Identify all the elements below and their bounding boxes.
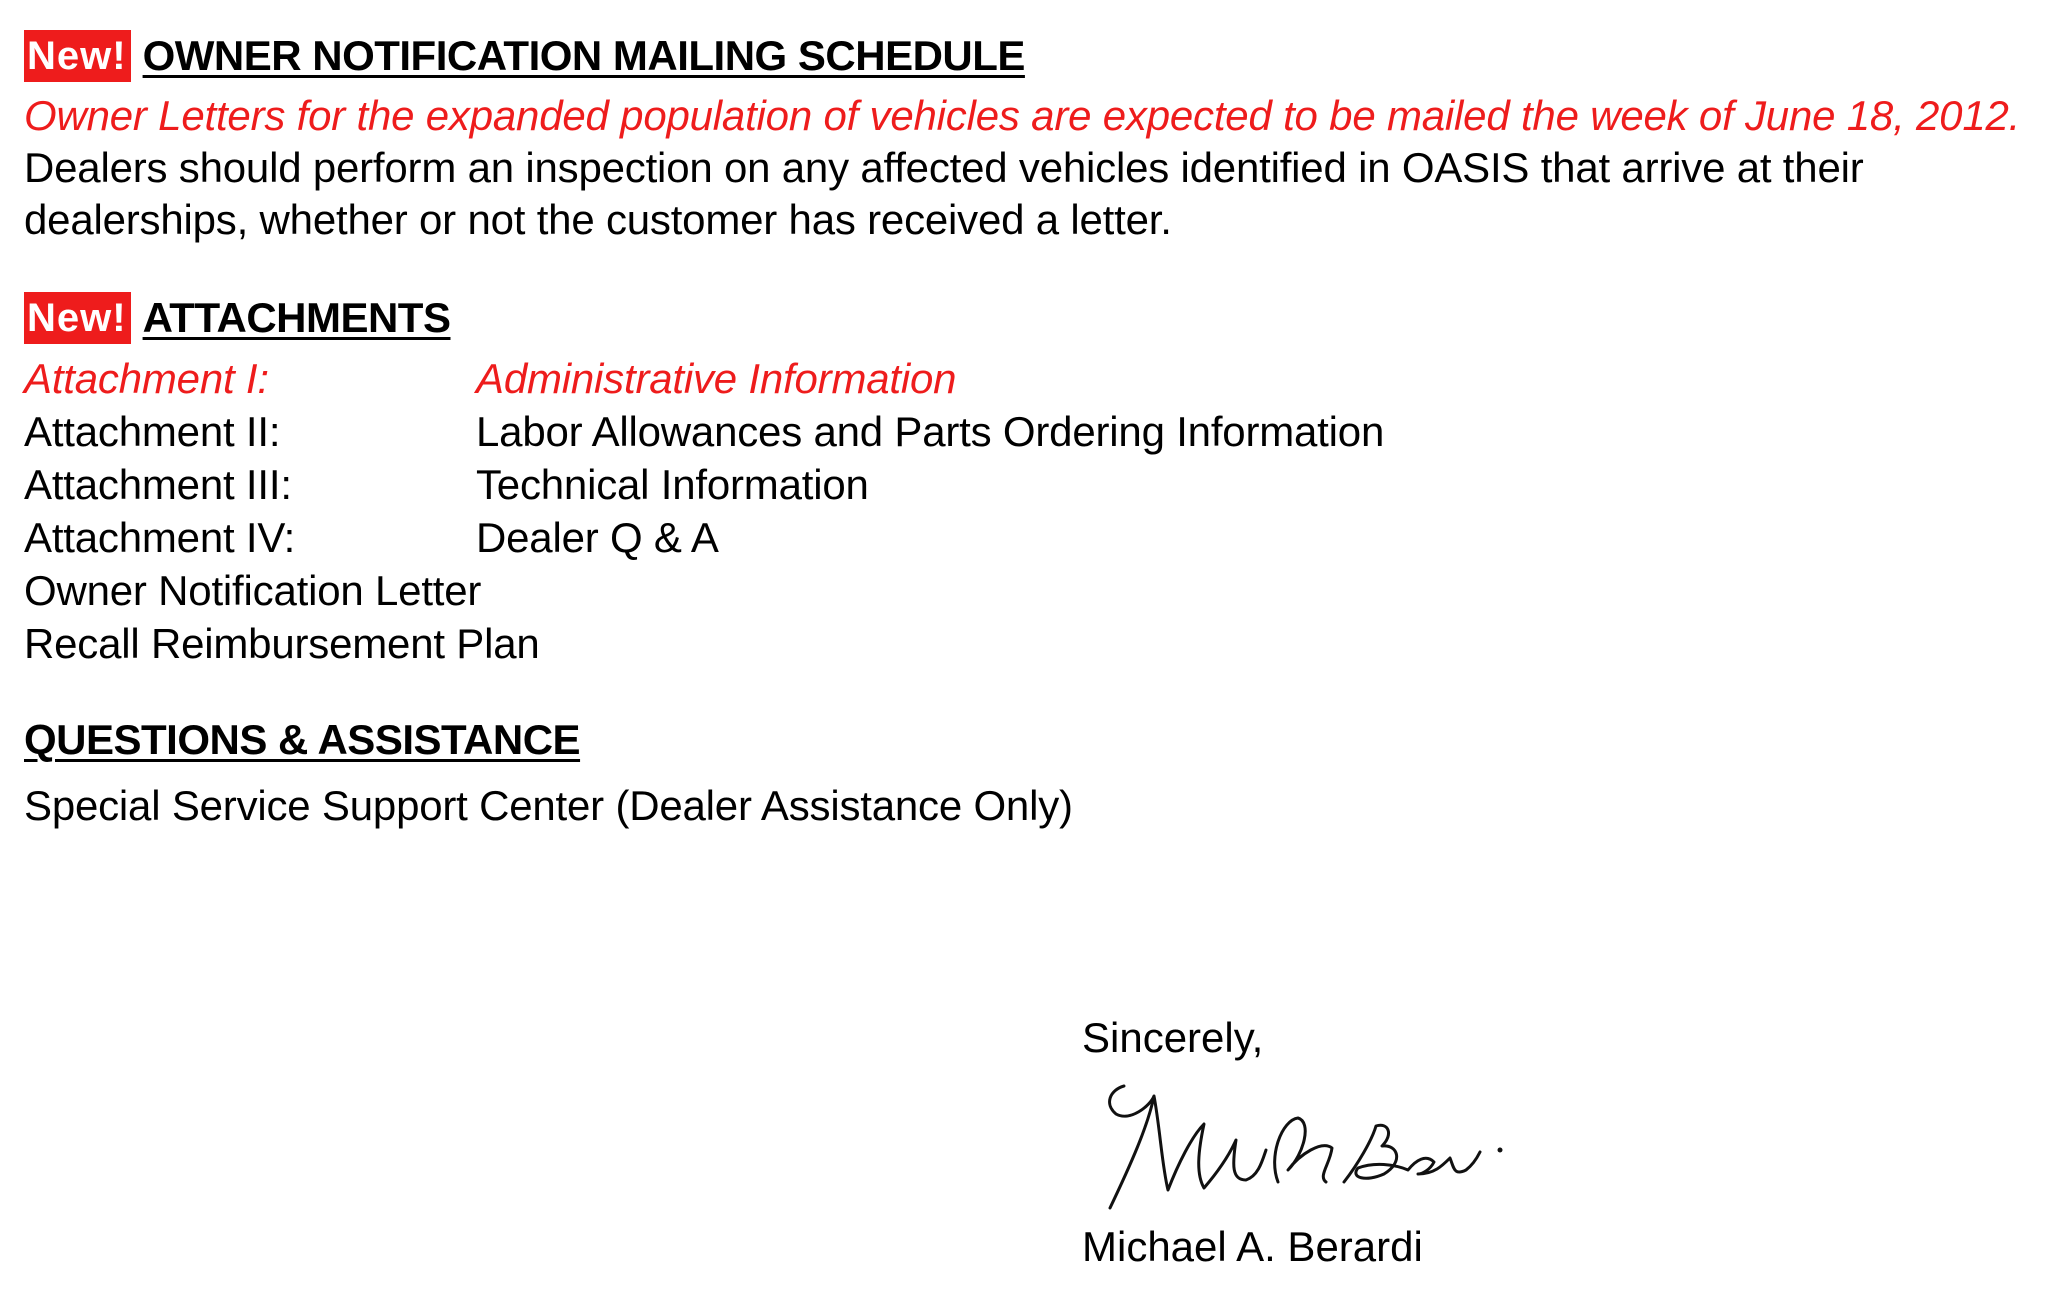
attachment-row <box>24 458 2034 511</box>
attachment-label: Attachment II: <box>24 408 281 455</box>
document-page <box>24 26 2034 834</box>
attachment-title: Technical Information <box>476 461 869 508</box>
mailing-schedule-heading: OWNER NOTIFICATION MAILING SCHEDULE <box>142 32 1025 79</box>
support-center-line: Special Service Support Center (Dealer Assistance Only) <box>24 782 1073 829</box>
new-badge: New! <box>24 292 131 344</box>
attachment-row <box>24 352 2034 405</box>
questions-heading-row <box>24 710 2034 770</box>
attachment-title: Administrative Information <box>476 355 957 402</box>
attachment-label: Attachment IV: <box>24 514 296 561</box>
questions-heading: QUESTIONS & ASSISTANCE <box>24 716 581 763</box>
signer-name: Michael A. Berardi <box>1082 1223 1423 1270</box>
signature-image <box>1082 1070 1522 1220</box>
attachment-title: Dealer Q & A <box>476 514 719 561</box>
mailing-paragraph <box>24 90 2034 246</box>
attachment-extra-item <box>24 564 2034 617</box>
attachments-list <box>24 352 2034 670</box>
attachment-label: Attachment I: <box>24 355 269 402</box>
attachment-row <box>24 511 2034 564</box>
owner-notification-letter: Owner Notification Letter <box>24 567 482 614</box>
mailing-date-notice: Owner Letters for the expanded population of vehicles are expected to be mailed the week of June 18, 2012. <box>24 92 2021 139</box>
attachment-row <box>24 405 2034 458</box>
closing-block <box>1082 1012 1782 1273</box>
new-badge: New! <box>24 30 131 82</box>
attachments-heading: ATTACHMENTS <box>142 294 451 341</box>
mailing-heading-row <box>24 26 2034 86</box>
attachment-extra-item <box>24 617 2034 670</box>
recall-reimbursement-plan: Recall Reimbursement Plan <box>24 620 540 667</box>
mailing-dealer-instructions: Dealers should perform an inspection on any affected vehicles identified in OASIS that arrive at their dealerships, whether or not the customer has received a letter. <box>24 144 1864 243</box>
salutation: Sincerely, <box>1082 1014 1264 1061</box>
attachments-heading-row <box>24 288 2034 348</box>
attachment-title: Labor Allowances and Parts Ordering Information <box>476 408 1385 455</box>
attachment-label: Attachment III: <box>24 461 292 508</box>
